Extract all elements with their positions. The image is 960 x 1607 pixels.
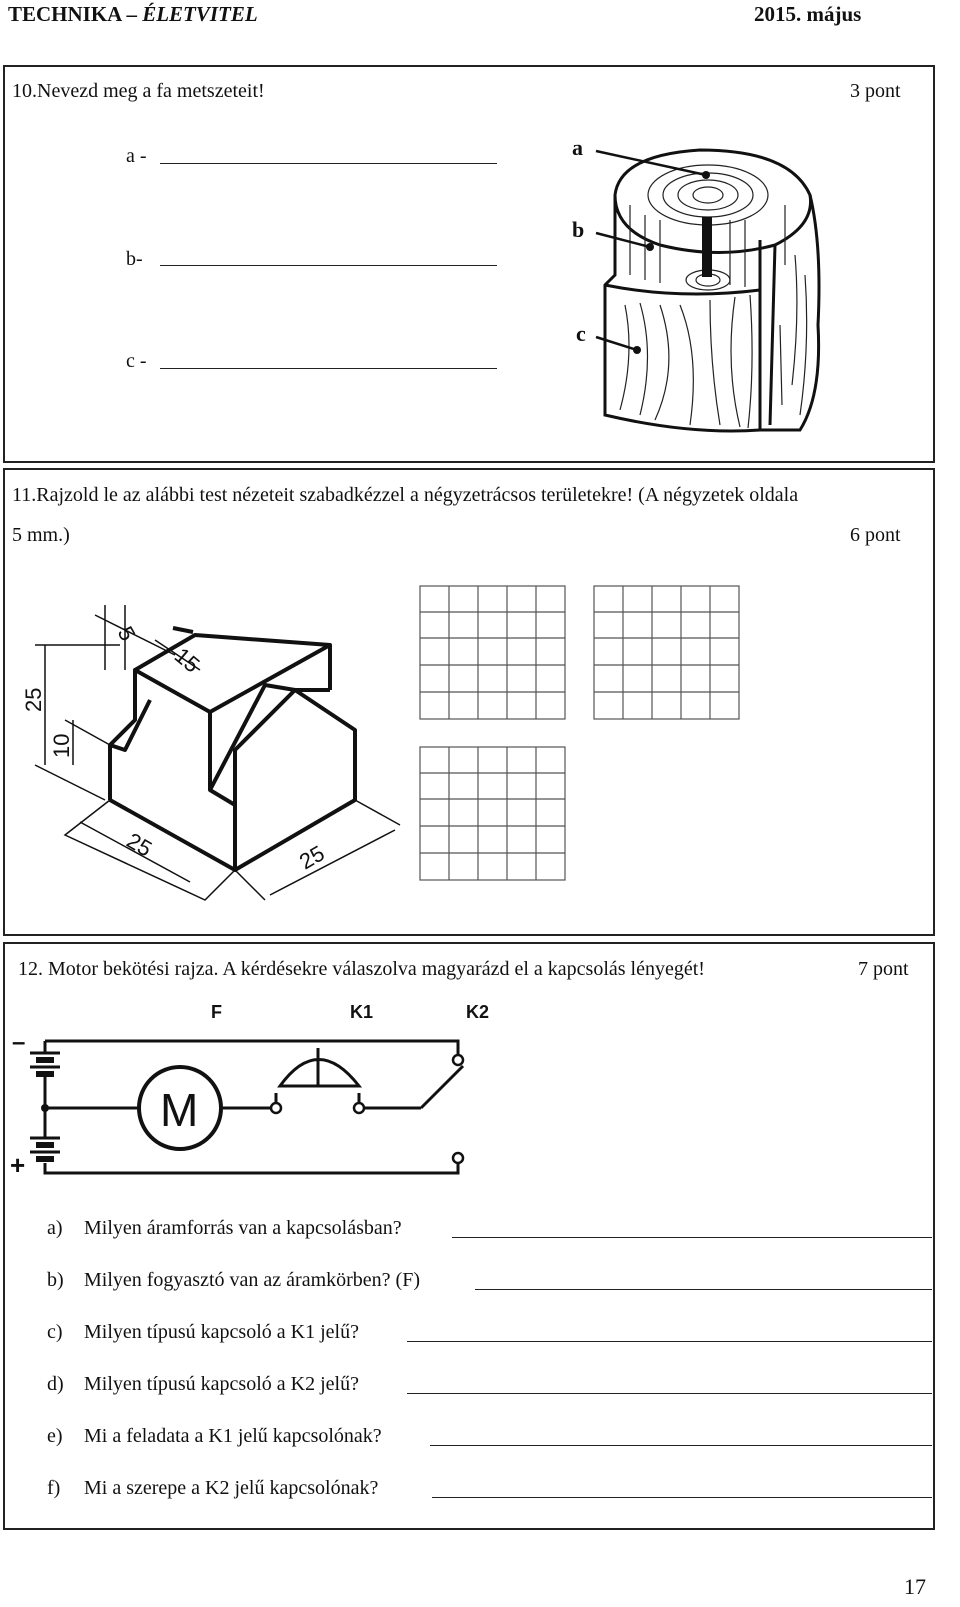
dim-10: 10 [49, 733, 74, 758]
q10-label-b: b- [126, 248, 143, 270]
dim-15: 15 [169, 642, 205, 678]
header-subject-left: TECHNIKA – [8, 2, 143, 26]
q12-f-answer-line[interactable] [432, 1497, 932, 1498]
wood-label-c: c [576, 321, 586, 346]
dim-25-vertical: 25 [21, 687, 46, 712]
q10-answer-line-c[interactable] [160, 368, 497, 369]
battery-plus: + [10, 1150, 26, 1180]
q12-f-letter: f) [47, 1477, 61, 1499]
q10-answer-line-b[interactable] [160, 265, 497, 266]
q12-d-answer-line[interactable] [407, 1393, 932, 1394]
battery-minus: – [12, 1029, 26, 1056]
q10-label-c: c - [126, 350, 147, 372]
header-subject [8, 2, 258, 27]
q10-label-a: a - [126, 145, 147, 167]
drawing-grid-1[interactable] [419, 585, 567, 721]
q12-d-letter: d) [47, 1373, 64, 1395]
q12-e-answer-line[interactable] [430, 1445, 932, 1446]
q10-title: 10.Nevezd meg a fa metszeteit! [12, 80, 265, 102]
q12-a-answer-line[interactable] [452, 1237, 932, 1238]
circuit-label-f: F [211, 1002, 222, 1022]
dim-25-left: 25 [122, 827, 157, 862]
q12-d-text: Milyen típusú kapcsoló a K2 jelű? [84, 1373, 359, 1395]
q12-c-text: Milyen típusú kapcsoló a K1 jelű? [84, 1321, 359, 1343]
q12-points: 7 pont [858, 958, 909, 980]
header-subject-right: ÉLETVITEL [142, 2, 258, 26]
q11-title: 11.Rajzold le az alábbi test nézeteit szabadkézzel a négyzetrácsos területekre! (A négyzetek oldala [12, 484, 799, 506]
header-date: 2015. május [754, 2, 862, 26]
q12-b-letter: b) [47, 1269, 64, 1291]
motor-circuit-diagram [8, 998, 508, 1183]
q12-b-answer-line[interactable] [475, 1289, 932, 1290]
q12-e-text: Mi a feladata a K1 jelű kapcsolónak? [84, 1425, 382, 1447]
q12-b-text: Milyen fogyasztó van az áramkörben? (F) [84, 1269, 420, 1291]
page-number: 17 [904, 1574, 926, 1599]
q11-title-cont: 5 mm.) [12, 524, 70, 546]
wood-label-a: a [572, 135, 583, 160]
circuit-label-k2: K2 [466, 1002, 490, 1022]
drawing-grid-3[interactable] [419, 746, 567, 882]
q12-f-text: Mi a szerepe a K2 jelű kapcsolónak? [84, 1477, 379, 1499]
wood-label-b: b [572, 217, 585, 242]
q12-c-letter: c) [47, 1321, 63, 1343]
wood-log-figure [560, 125, 835, 445]
q12-e-letter: e) [47, 1425, 63, 1447]
motor-symbol: M [160, 1084, 199, 1136]
q12-c-answer-line[interactable] [407, 1341, 932, 1342]
dim-5: 5 [112, 622, 141, 646]
q10-points: 3 pont [850, 80, 901, 102]
q11-points: 6 pont [850, 524, 901, 546]
q12-a-letter: a) [47, 1217, 63, 1239]
isometric-object-figure [21, 600, 415, 900]
q12-a-text: Milyen áramforrás van a kapcsolásban? [84, 1217, 402, 1239]
dim-25-right: 25 [295, 840, 329, 875]
drawing-grid-2[interactable] [593, 585, 741, 721]
q12-title: 12. Motor bekötési rajza. A kérdésekre válaszolva magyarázd el a kapcsolás lényegét! [18, 958, 705, 980]
circuit-label-k1: K1 [350, 1002, 374, 1022]
q10-answer-line-a[interactable] [160, 163, 497, 164]
